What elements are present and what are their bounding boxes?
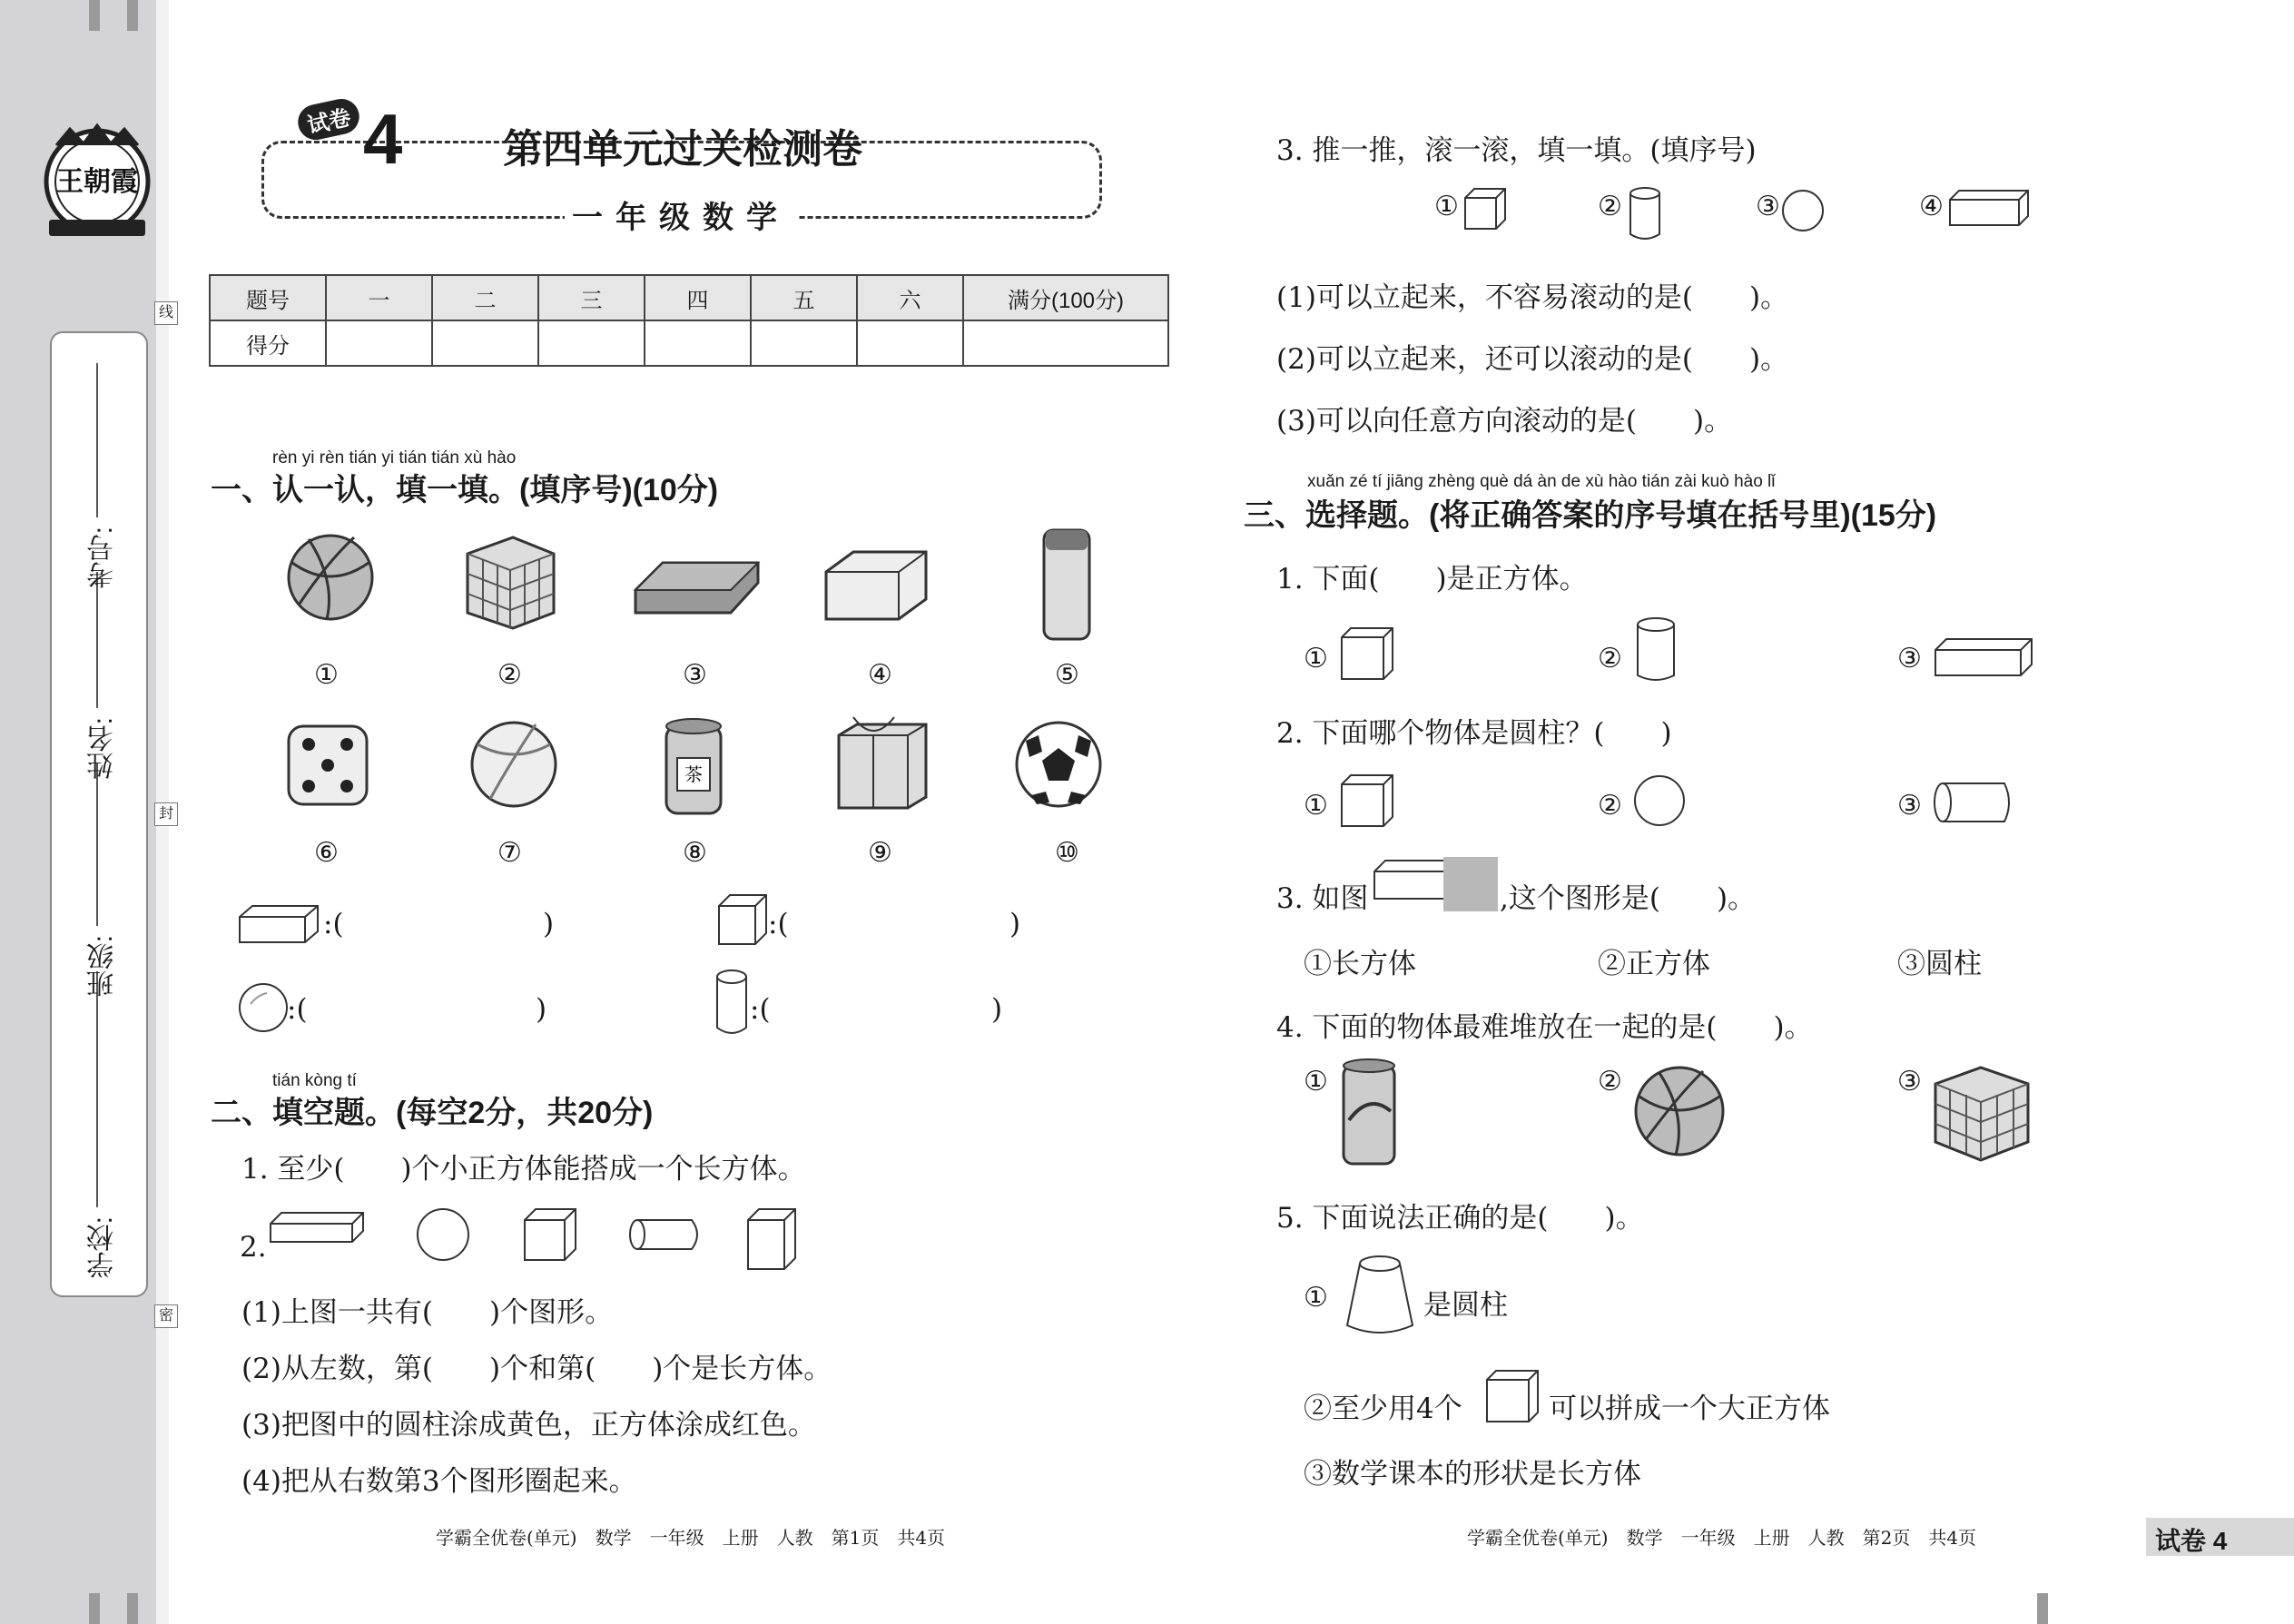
student-info-panel [50,331,148,1297]
option-label: ① [1304,643,1328,674]
crop-mark [89,1593,100,1624]
sphere-icon [1632,773,1689,830]
option-text: ②正方体 [1598,948,1710,980]
option-label: ③ [1897,790,1922,822]
section2-q2-3: (3)把图中的圆柱涂成黄色，正方体涂成红色。 [241,1409,816,1442]
cuboid-answer-blank[interactable] [350,908,541,944]
score-cell[interactable] [751,320,857,366]
cylinder-answer-blank[interactable] [777,993,995,1029]
school-input-line[interactable] [96,971,98,1207]
cylinder-lying-icon [630,1220,697,1249]
sphere-icon [1781,189,1828,236]
section3-q1: 1. 下面( )是正方体。 [1276,563,1588,595]
section2-q2-1: (1)上图一共有( )个图形。 [241,1296,614,1329]
section3-title: 三、选择题。(将正确答案的序号填在括号里)(15分) [1244,498,1937,533]
score-cell[interactable] [538,320,645,366]
score-cell[interactable] [326,320,432,366]
class-label: 班级: [88,935,118,998]
book-icon [635,563,758,613]
score-cell[interactable] [645,320,751,366]
class-input-line[interactable] [96,763,98,926]
section2-title: 二、填空题。(每空2分，共20分) [211,1096,654,1130]
score-header: 六 [857,275,963,320]
id-label: 考号: [88,527,118,589]
cuboid-tall-icon [748,1209,795,1269]
answer-close: ) [536,993,547,1026]
score-header: 二 [432,275,538,320]
figure-label: ④ [868,659,892,691]
q3-push-s1: (1)可以立起来，不容易滚动的是( )。 [1276,281,1789,314]
section2-q2-2: (2)从左数，第( )个和第( )个是长方体。 [241,1353,832,1385]
figure-label: ① [314,659,339,691]
section3-q5: 5. 下面说法正确的是( )。 [1276,1202,1644,1235]
answer-close: ) [543,908,555,940]
answer-open: :( [287,993,308,1026]
cube-icon [1463,187,1509,232]
option-text: ③数学课本的形状是长方体 [1304,1458,1641,1491]
volleyball-icon [1630,1062,1728,1160]
page-title: 第四单元过关检测卷 [503,127,862,172]
section3-q4: 4. 下面的物体最难堆放在一起的是( )。 [1276,1011,1813,1044]
beach-ball-icon [472,723,556,806]
id-input-line[interactable] [96,363,98,517]
seal-xian: 线 [154,301,178,325]
section3-pinyin: xuǎn zé tí jiāng zhèng què dá àn de xù hào tián zài kuò hào lǐ [1307,472,1776,491]
score-cell[interactable] [857,320,963,366]
section2-q2-label: 2. [240,1231,267,1264]
cube-answer-blank[interactable] [795,908,1004,944]
option-label: ③ [1756,191,1780,222]
cylinder-lying-icon [1932,781,2013,828]
page-subtitle: 一年级数学 [565,192,797,237]
section2-q2-4: (4)把从右数第3个图形圈起来。 [241,1465,637,1498]
crop-mark [89,0,100,31]
section1-row2-images [272,708,1180,826]
box-icon [826,552,926,619]
cuboid-icon [238,904,324,946]
section3-q3-post: ,这个图形是( )。 [1500,882,1757,915]
cylinder-icon [714,968,750,1038]
footer-left: 学霸全优卷(单元) 数学 一年级 上册 人教 第1页 共4页 [436,1527,946,1549]
q3-push-title: 3. 推一推，滚一滚，填一填。(填序号) [1276,134,1757,167]
figure-label: ② [497,659,522,691]
brand-logo [38,118,156,250]
rubiks-cube-icon [468,537,554,628]
score-header: 四 [645,275,751,320]
score-header: 一 [326,275,432,320]
cuboid-icon [1934,637,2035,677]
option-label: ③ [1897,643,1922,674]
cube-icon [1340,626,1396,683]
section2-q1: 1. 至少( )个小正方体能搭成一个长方体。 [241,1153,806,1186]
paper-tag-text: 试卷 4 [2155,1527,2228,1555]
option-label: ② [1598,1066,1622,1097]
dice-icon [289,726,367,804]
cylinder-icon [1627,185,1663,243]
svg-text:茶: 茶 [684,763,703,785]
figure-label: ⑥ [314,837,339,869]
crop-mark [2037,1593,2048,1624]
crop-mark [127,1593,138,1624]
option-label: ① [1304,1066,1328,1097]
cuboid-icon [271,1213,363,1242]
option-text-post: 可以拼成一个大正方体 [1549,1393,1830,1425]
section1-pinyin: rèn yi rèn tián yi tián tián xù hào [272,448,517,468]
crop-mark [127,0,138,31]
figure-label: ⑤ [1055,659,1079,691]
cylinder-icon [1634,615,1679,684]
sphere-answer-blank[interactable] [314,993,532,1029]
soccer-ball-icon [1017,723,1100,806]
seal-feng: 封 [154,802,178,826]
option-label: ① [1434,191,1459,222]
option-label: ④ [1919,191,1944,222]
section3-q3-pre: 3. 如图 [1276,882,1369,915]
answer-close: ) [1009,908,1021,940]
option-label: ③ [1897,1066,1922,1097]
name-input-line[interactable] [96,572,98,708]
option-text: ③圆柱 [1897,948,1982,980]
paper-number: 4 [363,99,403,179]
section2-pinyin: tián kòng tí [272,1071,357,1090]
option-text-pre: ②至少用4个 [1304,1393,1462,1425]
option-text: ①长方体 [1304,948,1416,980]
score-cell[interactable] [432,320,538,366]
soda-can-icon [1338,1057,1402,1171]
cuboid-icon [1948,189,2032,227]
bottle-icon [1044,530,1089,639]
score-row-label: 得分 [210,320,326,366]
option-label: ① [1304,790,1328,822]
name-label: 姓名: [88,717,118,780]
figure-label: ⑨ [868,837,892,869]
score-header: 三 [538,275,645,320]
score-cell[interactable] [963,320,1168,366]
score-header: 题号 [210,275,326,320]
cube-icon [1340,773,1396,830]
answer-open: :( [750,993,771,1026]
section3-q2: 2. 下面哪个物体是圆柱？( ) [1276,717,1672,750]
section1-row1-images [272,527,1180,645]
svg-text:王朝霞: 王朝霞 [56,166,138,198]
section1-title: 一、认一认，填一填。(填序号)(10分) [211,473,719,507]
sphere-icon [418,1209,468,1260]
option-label: ② [1598,790,1622,822]
figure-label: ⑧ [683,837,707,869]
partially-covered-shape [1373,857,1500,913]
score-table [209,274,1169,367]
q3-push-s2: (2)可以立起来，还可以滚动的是( )。 [1276,343,1789,376]
cube-icon [717,893,772,948]
figure-label: ⑩ [1055,837,1079,869]
answer-open: :( [768,908,789,940]
volleyball-icon [289,536,372,619]
cube-icon [1485,1369,1541,1425]
score-header: 满分(100分) [963,275,1168,320]
score-header: 五 [751,275,857,320]
seal-mi: 密 [154,1304,178,1328]
frustum-icon [1344,1253,1416,1340]
paper-badge: 试卷 [295,95,363,143]
option-label: ② [1598,643,1622,674]
rubiks-cube-icon [1932,1062,2033,1164]
footer-right: 学霸全优卷(单元) 数学 一年级 上册 人教 第2页 共4页 [1467,1527,1977,1549]
tea-can-icon [666,719,721,813]
section2-shapes [269,1207,813,1271]
sphere-icon [238,980,292,1035]
figure-label: ③ [683,659,707,691]
option-text: 是圆柱 [1423,1289,1508,1322]
answer-open: :( [323,908,344,940]
option-label: ② [1598,191,1622,222]
answer-close: ) [991,993,1003,1026]
cube-icon [525,1209,576,1260]
school-label: 学校: [88,1216,118,1279]
gift-box-icon [839,717,926,808]
figure-label: ⑦ [497,837,522,869]
option-label: ① [1304,1282,1328,1314]
q3-push-s3: (3)可以向任意方向滚动的是( )。 [1276,405,1733,438]
